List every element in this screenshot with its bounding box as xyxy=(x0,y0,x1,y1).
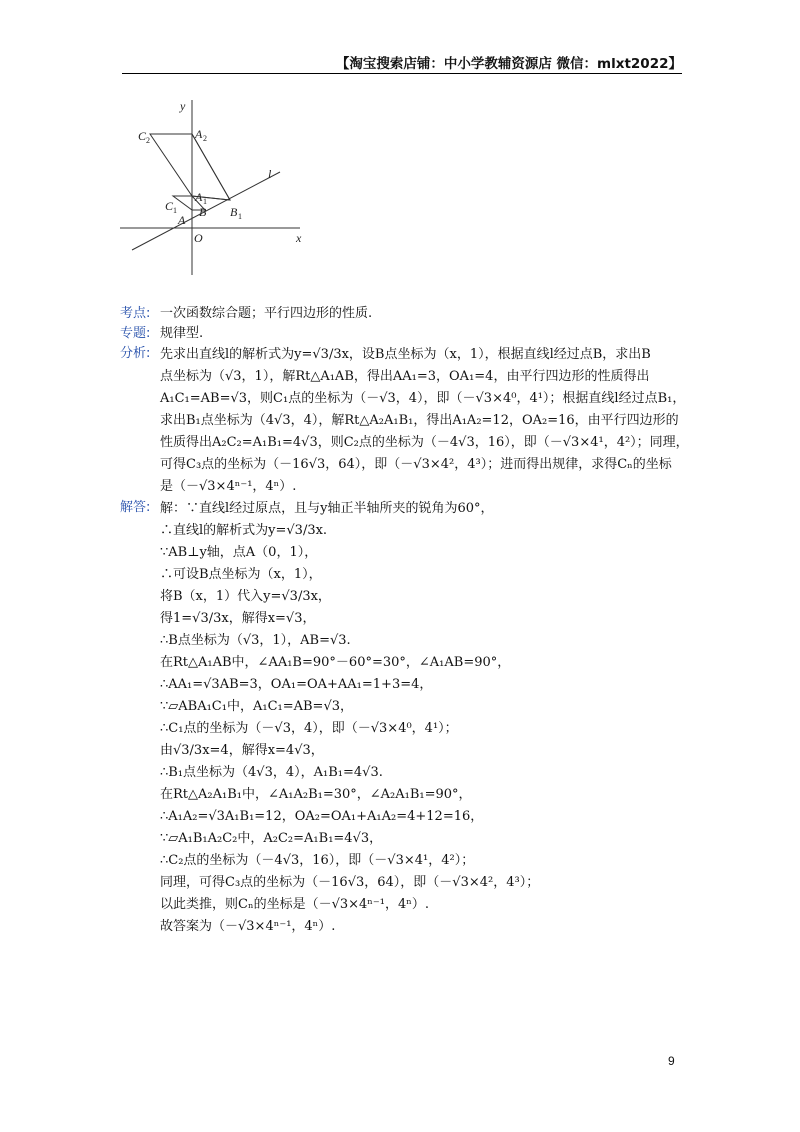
label-l: l xyxy=(268,167,272,181)
label-A1-sub: 1 xyxy=(203,197,207,206)
jieda-line: 以此类推，则Cₙ的坐标是（－√3×4ⁿ⁻¹，4ⁿ）. xyxy=(160,897,430,912)
jieda-line: ∴C₁点的坐标为（－√3，4），即（－√3×4⁰，4¹）； xyxy=(160,721,458,736)
label-A2-sub: 2 xyxy=(203,134,207,143)
fenxi-line: A₁C₁=AB=√3，则C₁点的坐标为（－√3，4），即（－√3×4⁰，4¹）；根据直线l经过点B₁， xyxy=(160,391,686,406)
jieda-line: ∴B点坐标为（√3，1），AB=√3. xyxy=(160,633,351,648)
jieda-line: ∴A₁A₂=√3A₁B₁=12，OA₂=OA₁+A₁A₂=4+12=16， xyxy=(160,809,484,824)
label-A1: A xyxy=(195,190,203,204)
label-O: O xyxy=(194,231,203,245)
fenxi-label: 分析: xyxy=(120,346,151,361)
zhuanti-text: 规律型. xyxy=(160,326,204,341)
solution-content xyxy=(120,304,689,938)
jieda-line: ∴B₁点坐标为（4√3，4），A₁B₁=4√3. xyxy=(160,765,383,780)
fenxi-row xyxy=(120,344,680,366)
label-C2-sub: 2 xyxy=(146,136,150,145)
jieda-line: ∴AA₁=√3AB=3，OA₁=OA+AA₁=1+3=4， xyxy=(160,677,433,692)
fenxi-line: 可得C₃点的坐标为（－16√3，64），即（－√3×4²，4³）；进而得出规律，求得Cₙ的坐标 xyxy=(160,457,672,472)
jieda-line: 将B（x，1）代入y=√3/3x， xyxy=(160,589,331,604)
header-divider xyxy=(122,73,682,74)
jieda-line: 同理，可得C₃点的坐标为（－16√3，64），即（－√3×4²，4³）； xyxy=(160,875,540,890)
label-B: B xyxy=(199,205,207,219)
jieda-line: ∴可设B点坐标为（x，1）， xyxy=(160,567,322,582)
zhuanti-label: 专题: xyxy=(120,326,151,341)
fenxi-line: 求出B₁点坐标为（4√3，4），解Rt△A₂A₁B₁，得出A₁A₂=12，OA₂=16，由平行四边形的 xyxy=(160,413,679,428)
jieda-row xyxy=(120,498,680,520)
label-C1: C xyxy=(165,199,174,213)
label-A: A xyxy=(178,213,186,227)
label-C1-sub: 1 xyxy=(173,206,177,215)
jieda-line: 在Rt△A₁AB中，∠AA₁B=90°－60°=30°，∠A₁AB=90°， xyxy=(160,655,511,670)
jieda-line: ∵AB⊥y轴，点A（0，1）， xyxy=(160,545,318,560)
fenxi-line: 是（－√3×4ⁿ⁻¹，4ⁿ）. xyxy=(160,479,297,494)
label-C2: C xyxy=(138,129,147,143)
zhuanti-row xyxy=(120,324,680,344)
parallelogram-large xyxy=(150,134,230,200)
fenxi-line: 点坐标为（√3，1），解Rt△A₁AB，得出AA₁=3，OA₁=4，由平行四边形的性质得出 xyxy=(160,369,650,384)
label-B1-sub: 1 xyxy=(238,212,242,221)
label-y: y xyxy=(180,100,186,113)
fenxi-line: 先求出直线l的解析式为y=√3/3x，设B点坐标为（x，1），根据直线l经过点B，求出B xyxy=(160,347,651,362)
kaodian-text: 一次函数综合题；平行四边形的性质. xyxy=(160,306,373,321)
jieda-line: ∴直线l的解析式为y=√3/3x. xyxy=(160,523,328,538)
page-header: 【淘宝搜索店铺：中小学教辅资源店 微信：mlxt2022】 xyxy=(335,56,682,72)
coordinate-figure xyxy=(120,100,310,280)
jieda-line: 得1=√3/3x，解得x=√3， xyxy=(160,611,316,626)
jieda-line: ∵▱ABA₁C₁中，A₁C₁=AB=√3， xyxy=(160,699,354,714)
jieda-first-line: 解：∵直线l经过原点，且与y轴正半轴所夹的锐角为60°， xyxy=(160,501,494,516)
label-B1: B xyxy=(230,205,238,219)
jieda-line: 故答案为（－√3×4ⁿ⁻¹，4ⁿ）. xyxy=(160,919,336,934)
jieda-line: ∴C₂点的坐标为（－4√3，16），即（－√3×4¹，4²）； xyxy=(160,853,475,868)
jieda-label: 解答: xyxy=(120,500,151,515)
label-x: x xyxy=(296,231,302,245)
kaodian-label: 考点: xyxy=(120,306,151,321)
jieda-line: 在Rt△A₂A₁B₁中，∠A₁A₂B₁=30°，∠A₂A₁B₁=90°， xyxy=(160,787,472,802)
kaodian-row xyxy=(120,304,680,324)
jieda-line: 由√3/3x=4，解得x=4√3， xyxy=(160,743,324,758)
page-number: 9 xyxy=(668,1054,675,1068)
fenxi-line: 性质得出A₂C₂=A₁B₁=4√3，则C₂点的坐标为（－4√3，16），即（－√3×4¹，4²）；同理， xyxy=(160,435,689,450)
jieda-line: ∵▱A₁B₁A₂C₂中，A₂C₂=A₁B₁=4√3， xyxy=(160,831,383,846)
label-A2: A xyxy=(195,127,203,141)
